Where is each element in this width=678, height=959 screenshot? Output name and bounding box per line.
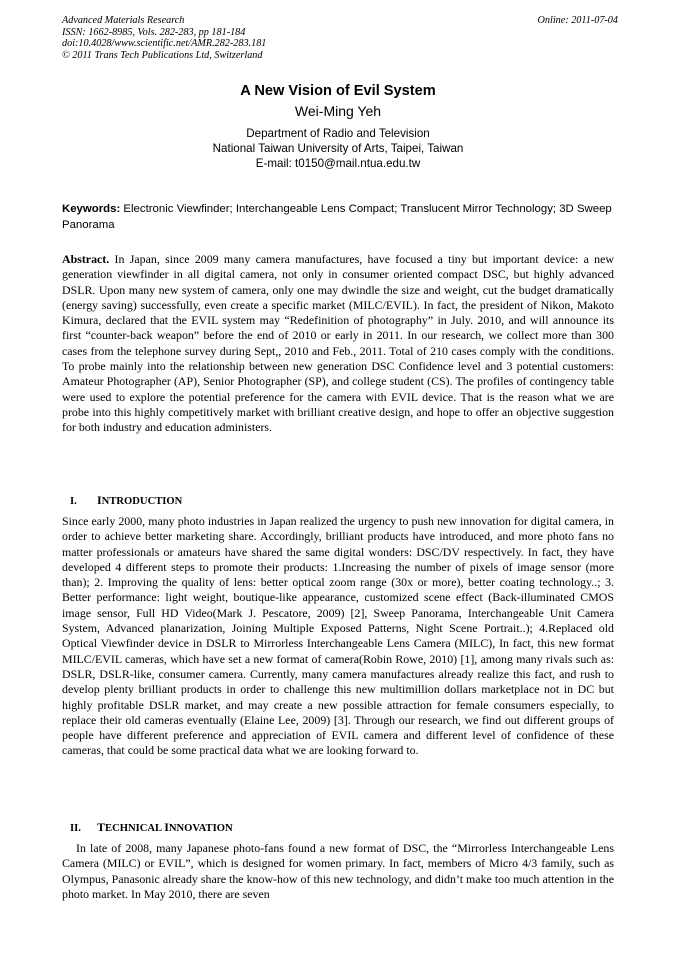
journal-copyright: © 2011 Trans Tech Publications Ltd, Switzerland (62, 49, 263, 61)
journal-issn: ISSN: 1662-8985, Vols. 282-283, pp 181-184 (62, 26, 246, 38)
journal-header (62, 15, 618, 61)
paper-title: A New Vision of Evil System (240, 83, 436, 99)
journal-name: Advanced Materials Research (62, 15, 185, 26)
keywords-label: Keywords: (62, 203, 121, 215)
affiliation (62, 126, 614, 171)
affiliation-university: National Taiwan University of Arts, Taipei, Taiwan (212, 142, 464, 155)
abstract-label: Abstract. (62, 252, 110, 266)
affiliation-email: E-mail: t0150@mail.ntua.edu.tw (255, 157, 421, 170)
abstract (62, 252, 614, 436)
affiliation-department: Department of Radio and Television (246, 127, 430, 140)
section-number: I. (70, 496, 77, 507)
section-number: II. (70, 823, 81, 834)
title-block (62, 82, 614, 171)
abstract-text: In Japan, since 2009 many camera manufactures, have focused a tiny but important device: a new generation viewfinder in all digital camera, not only in consumer oriented compact DSC, but highly advanced DSLR. Upon many new system of camera, only one may dwindle the size and weight, cut the budget dramatically (energy saving) successfully, even create a specific market (MILC/EVIL). In fact, the president of Nikon, Makoto Kimura, declared that the EVIL system may “Redefinition of photography” in July. 2010, and will announce its first “counter-back weapon” before the end of 2010 or early in 2011. In our research, we collect more than 300 cases from the telephone survey during Sept,, 2010 and Feb., 2011. Total of 210 cases comply with the conditions. To probe mainly into the relationship between new generation DSC Confidence level and 3 potential customers: Amateur Photographer (AP), Senior Photographer (SP), and college student (CS). The profiles of contingency table were used to explore the potential preference for the camera with EVIL device. That is the reason what we are probe into this highly competitively market with brilliant creative design, and hope to offer an objective suggestion for both industry and education administers. (62, 252, 614, 435)
keywords (62, 202, 614, 233)
section-heading-technical-innovation: II. TECHNICAL INNOVATION (62, 820, 614, 836)
keywords-text: Electronic Viewfinder; Interchangeable Lens Compact; Translucent Mirror Technology; 3D Sweep Panorama (62, 203, 612, 231)
section-technical-innovation-text: In late of 2008, many Japanese photo-fans found a new format of DSC, the “Mirrorless Interchangeable Lens Camera (MILC) or EVIL”, which is designed for women primary. In fact, members of Micro 4/3 family, such as Olympus, Panasonic already share the know-how of this new technology, and didn’t make too much attention in the photo market. In May 2010, there are seven (62, 841, 614, 901)
journal-doi: doi:10.4028/www.scientific.net/AMR.282-283.181 (62, 38, 267, 49)
section-introduction-text: Since early 2000, many photo industries in Japan realized the urgency to push new innovation for digital camera, in order to achieve better marketing share. Accordingly, brilliant products have introduced, and more photo fans no matter professionals or amateurs have shared the same digital wonders: DSC/DV respectively. In fact, they have developed 4 different steps to promote their products: 1.Increasing the number of pixels of image sensor (more than); 2. Improving the quality of lens: better optical zoom range (30x or more), better coating technology..; 3. Better performance: light weight, boutique-like appearance, customized scene effect (Back-illuminated CMOS image sensor, Full HD Video(Mark J. Pescatore, 2009) [2], Sweep Panorama, Interchangeable Unit Camera System, Advanced planarization, Joining Multiple Exposed Patterns, Night Scene Portrait..); 4.Replaced old Optical Viewfinder device in DSLR to Mirrorless Interchangeable Lens Camera (MILC), In fact, this new format MILC/EVIL cameras, which have set a new format of camera(Robin Rowe, 2010) [1], among many rivals such as: DSLR, DSLR-like, consumer camera. Currently, many camera manufactures already realize this fact, and rush to develop plenty brilliant products in order to challenge this new multimillion dollars marketplace not in DC but highly profitable DSLR market, and may create a new possible attraction for female consumers especially, to replace their old cameras eventually (Elaine Lee, 2009) [3]. Through our research, we find out different groups of people have different preference and appreciation of EVIL camera and different level of confidence of these cameras, that could be some practical data what we are looking forward to. (62, 514, 614, 758)
section-heading-introduction: I. INTRODUCTION (62, 493, 614, 509)
author-name: Wei-Ming Yeh (294, 103, 382, 119)
online-date: Online: 2011-07-04 (537, 15, 618, 26)
